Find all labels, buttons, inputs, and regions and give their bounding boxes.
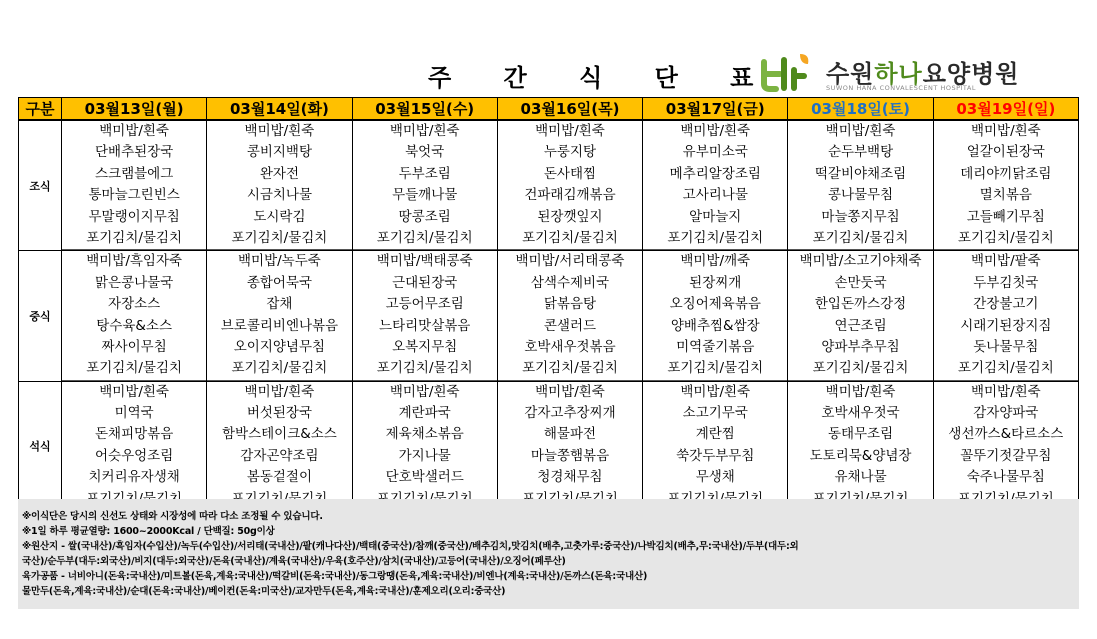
dish-item: 북엇국 xyxy=(405,144,445,161)
dish-item: 자장소스 xyxy=(108,296,161,313)
dish-item: 백미밥/백태콩죽 xyxy=(376,253,473,270)
dish-item: 브로콜리비엔나볶음 xyxy=(220,317,339,334)
dish-item: 알마늘지 xyxy=(689,208,742,225)
dish-item: 백미밥/흰죽 xyxy=(970,383,1041,400)
weekly-menu-table xyxy=(18,97,1079,512)
day-menu-cell xyxy=(643,120,788,251)
dish-item: 백미밥/흰죽 xyxy=(389,383,460,400)
note-line: 육가공품 - 너비아니(돈육:국내산)/미트볼(돈육,계육:국내산)/떡갈비(돈육:국내산)/동그랑땡(돈육,계육:국내산)/비엔나(계육:국내산)/돈까스(돈육:국내산) xyxy=(22,571,648,582)
corner-label: 구분 xyxy=(19,98,62,121)
dish-item: 탕수육&소스 xyxy=(96,317,172,334)
dish-item: 시금치나물 xyxy=(246,187,313,204)
day-header-sun: 03월19일(일) xyxy=(933,98,1078,121)
day-menu-cell xyxy=(497,120,642,251)
dish-item: 미역국 xyxy=(114,405,154,422)
dish-item: 도토리묵&양념장 xyxy=(809,447,912,464)
dish-item: 유채나물 xyxy=(834,469,887,486)
dish-item: 양파부추무침 xyxy=(821,338,900,355)
day-menu-cell xyxy=(352,381,497,511)
dish-item: 메추리알장조림 xyxy=(669,165,761,182)
dish-item: 꼴뚜기젓갈무침 xyxy=(960,447,1052,464)
dish-item: 간장불고기 xyxy=(973,296,1039,313)
dish-item: 통마늘그린빈스 xyxy=(88,187,180,204)
dish-item: 단배추된장국 xyxy=(95,144,174,161)
day-menu-cell xyxy=(352,120,497,251)
dish-item: 손만둣국 xyxy=(834,274,887,291)
note-line: ※이식단은 당시의 신선도 상태와 시장성에 따라 다소 조정될 수 있습니다. xyxy=(22,511,323,522)
dish-item: 맑은콩나물국 xyxy=(95,274,174,291)
dish-item: 미역줄기볶음 xyxy=(676,338,755,355)
dish-item: 고들빼기무침 xyxy=(966,208,1045,225)
meal-label: 중식 xyxy=(19,251,62,381)
dish-item: 삼색수제비국 xyxy=(530,274,610,291)
dish-item: 두부조림 xyxy=(398,165,451,182)
dish-item: 백미밥/흰죽 xyxy=(680,123,751,139)
dish-item: 포기김치/물김치 xyxy=(353,228,497,250)
dish-item: 데리야끼닭조림 xyxy=(960,165,1052,182)
dish-item: 백미밥/깨죽 xyxy=(680,253,751,270)
dish-item: 백미밥/흰죽 xyxy=(535,123,605,139)
dish-item: 완자전 xyxy=(259,165,299,182)
dish-item: 떡갈비야채조림 xyxy=(814,165,907,182)
day-menu-cell xyxy=(207,381,352,511)
dish-item: 백미밥/흑임자죽 xyxy=(86,253,183,270)
hospital-name: 수원하나요양병원 xyxy=(826,60,1020,88)
dish-item: 무생채 xyxy=(695,469,735,486)
note-line: ※1일 하루 평균열량: 1600~2000Kcal / 단백질: 50g이상 xyxy=(22,526,275,537)
dish-item: 한입돈까스강정 xyxy=(814,296,907,313)
dish-item: 포기김치/물김치 xyxy=(207,358,351,380)
dish-item: 건파래김깨볶음 xyxy=(524,187,616,204)
dish-item: 된장찌개 xyxy=(689,274,742,291)
dish-item: 마늘쫑햄볶음 xyxy=(530,447,610,464)
dish-item: 고등어무조림 xyxy=(385,296,464,313)
dish-item: 포기김치/물김치 xyxy=(498,228,642,250)
day-header-wed: 03월15일(수) xyxy=(352,98,497,121)
dish-item: 시래기된장지짐 xyxy=(960,317,1052,334)
dish-item: 무들깨나물 xyxy=(392,187,458,204)
dish-item: 포기김치/물김치 xyxy=(207,228,351,250)
dish-item: 호박새우젓국 xyxy=(821,405,900,422)
dish-item: 닭볶음탕 xyxy=(543,296,597,313)
dish-item: 포기김치/물김치 xyxy=(934,228,1078,250)
meal-row-lunch xyxy=(19,251,1079,381)
day-menu-cell xyxy=(497,251,642,381)
dish-item: 숙주나물무침 xyxy=(966,469,1045,486)
dish-item: 돈채피망볶음 xyxy=(95,426,174,443)
dish-item: 백미밥/소고기야채죽 xyxy=(799,253,922,270)
day-header-thu: 03월16일(목) xyxy=(497,98,642,121)
day-menu-cell xyxy=(62,251,207,381)
dish-item: 고사리나물 xyxy=(682,187,748,204)
dish-item: 감자양파국 xyxy=(973,405,1039,422)
hospital-subtitle: SUWON HANA CONVALESCENT HOSPITAL xyxy=(826,84,976,92)
dish-item: 계란파국 xyxy=(398,405,451,422)
dish-item: 된장깻잎지 xyxy=(537,208,603,225)
dish-item: 무말랭이지무침 xyxy=(88,208,180,225)
day-header-sat: 03월18일(토) xyxy=(788,98,933,121)
dish-item: 오징어제육볶음 xyxy=(669,296,761,313)
notes-section xyxy=(18,499,1079,609)
dish-item: 오이지양념무침 xyxy=(233,338,326,355)
dish-item: 백미밥/흰죽 xyxy=(244,123,315,139)
dish-item: 함박스테이크&소스 xyxy=(221,426,337,443)
dish-item: 생선까스&타르소스 xyxy=(948,426,1064,443)
hospital-logo xyxy=(760,48,1060,94)
page-title: 주 간 식 단 표 xyxy=(428,64,776,92)
dish-item: 계란찜 xyxy=(695,426,735,443)
note-line: ※원산지 - 쌀(국내산)/흑임자(수입산)/녹두(수입산)/서리태(국내산)/팥(캐나다산)/백태(중국산)/참깨(중국산)/배추김치,맛김치(배추,고춧가루:중국산)/나박김치(배추,무:국내산)/두부(대두:외 xyxy=(22,541,799,552)
dish-item: 가지나물 xyxy=(398,447,451,464)
dish-item: 마늘쫑지무침 xyxy=(821,208,900,225)
dish-item: 스크램블에그 xyxy=(95,165,174,182)
dish-item: 포기김치/물김치 xyxy=(62,358,206,380)
dish-item: 포기김치/물김치 xyxy=(643,228,787,250)
day-menu-cell xyxy=(207,120,352,251)
day-menu-cell xyxy=(788,381,933,511)
day-menu-cell xyxy=(788,251,933,381)
dish-item: 제육채소볶음 xyxy=(385,426,464,443)
dish-item: 멸치볶음 xyxy=(979,187,1032,204)
dish-item: 포기김치/물김치 xyxy=(643,358,787,380)
dish-item: 느타리맛살볶음 xyxy=(379,317,471,334)
table-header-row xyxy=(19,98,1079,121)
dish-item: 종합어묵국 xyxy=(246,274,313,291)
dish-item: 콘샐러드 xyxy=(543,317,597,334)
dish-item: 치커리유자생채 xyxy=(88,469,180,486)
meal-row-dinner xyxy=(19,381,1079,511)
dish-item: 단호박샐러드 xyxy=(385,469,464,486)
dish-item: 백미밥/흰죽 xyxy=(389,123,460,139)
dish-item: 누룽지탕 xyxy=(543,144,597,161)
dish-item: 잡채 xyxy=(266,296,293,313)
dish-item: 백미밥/서리태콩죽 xyxy=(515,253,625,270)
dish-item: 청경채무침 xyxy=(537,469,603,486)
dish-item: 콩나물무침 xyxy=(827,187,894,204)
day-menu-cell xyxy=(788,120,933,251)
dish-item: 백미밥/흰죽 xyxy=(535,383,605,400)
dish-item: 백미밥/흰죽 xyxy=(99,123,170,139)
dish-item: 백미밥/흰죽 xyxy=(825,123,896,139)
dish-item: 버섯된장국 xyxy=(246,405,313,422)
dish-item: 백미밥/팥죽 xyxy=(970,253,1041,270)
dish-item: 포기김치/물김치 xyxy=(788,228,932,250)
dish-item: 백미밥/흰죽 xyxy=(680,383,751,400)
dish-item: 양배추찜&쌈장 xyxy=(670,317,760,334)
dish-item: 소고기무국 xyxy=(682,405,748,422)
dish-item: 두부김칫국 xyxy=(973,274,1039,291)
dish-item: 콩비지백탕 xyxy=(246,144,313,161)
dish-item: 백미밥/흰죽 xyxy=(825,383,896,400)
day-menu-cell xyxy=(497,381,642,511)
day-menu-cell xyxy=(933,120,1078,251)
meal-row-breakfast xyxy=(19,120,1079,251)
dish-item: 쑥갓두부무침 xyxy=(676,447,755,464)
dish-item: 포기김치/물김치 xyxy=(62,228,206,250)
dish-item: 땅콩조림 xyxy=(398,208,451,225)
dish-item: 백미밥/녹두죽 xyxy=(238,253,321,270)
day-menu-cell xyxy=(933,251,1078,381)
dish-item: 호박새우젓볶음 xyxy=(524,338,616,355)
day-menu-cell xyxy=(62,381,207,511)
day-menu-cell xyxy=(643,251,788,381)
hospital-logo-mark xyxy=(760,52,822,92)
day-menu-cell xyxy=(207,251,352,381)
dish-item: 돈사태찜 xyxy=(543,165,597,182)
day-menu-cell xyxy=(933,381,1078,511)
meal-label: 조식 xyxy=(19,120,62,251)
dish-item: 연근조림 xyxy=(834,317,887,334)
dish-item: 유부미소국 xyxy=(682,144,748,161)
dish-item: 감자고추장찌개 xyxy=(524,405,616,422)
dish-item: 동태무조림 xyxy=(827,426,894,443)
dish-item: 근대된장국 xyxy=(392,274,458,291)
dish-item: 얼갈이된장국 xyxy=(966,144,1045,161)
dish-item: 백미밥/흰죽 xyxy=(970,123,1041,139)
meal-label: 석식 xyxy=(19,381,62,511)
day-menu-cell xyxy=(352,251,497,381)
note-line: 물만두(돈육,계육:국내산)/순대(돈육:국내산)/베이컨(돈육:미국산)/교자만두(돈육,계육:국내산)/훈제오리(오리:중국산) xyxy=(22,586,506,597)
dish-item: 해물파전 xyxy=(543,426,597,443)
dish-item: 순두부백탕 xyxy=(827,144,894,161)
dish-item: 짜사이무침 xyxy=(101,338,167,355)
dish-item: 오복지무침 xyxy=(392,338,458,355)
dish-item: 포기김치/물김치 xyxy=(788,358,932,380)
dish-item: 포기김치/물김치 xyxy=(498,358,642,380)
dish-item: 감자곤약조림 xyxy=(240,447,319,464)
dish-item: 어슷우엉조림 xyxy=(95,447,174,464)
dish-item: 돗나물무침 xyxy=(973,338,1039,355)
note-line: 국산)/순두부(대두:외국산)/비지(대두:외국산)/돈육(국내산)/계육(국내산)/우육(호주산)/삼치(국내산)/고등어(국내산)/오징어(페루산) xyxy=(22,556,566,567)
day-header-tue: 03월14일(화) xyxy=(207,98,352,121)
dish-item: 포기김치/물김치 xyxy=(934,358,1078,380)
dish-item: 봄동겉절이 xyxy=(246,469,313,486)
day-header-mon: 03월13일(월) xyxy=(62,98,207,121)
dish-item: 백미밥/흰죽 xyxy=(99,383,170,400)
dish-item: 포기김치/물김치 xyxy=(353,358,497,380)
day-menu-cell xyxy=(643,381,788,511)
dish-item: 도시락김 xyxy=(253,208,306,225)
dish-item: 백미밥/흰죽 xyxy=(244,383,315,400)
day-menu-cell xyxy=(62,120,207,251)
day-header-fri: 03월17일(금) xyxy=(643,98,788,121)
